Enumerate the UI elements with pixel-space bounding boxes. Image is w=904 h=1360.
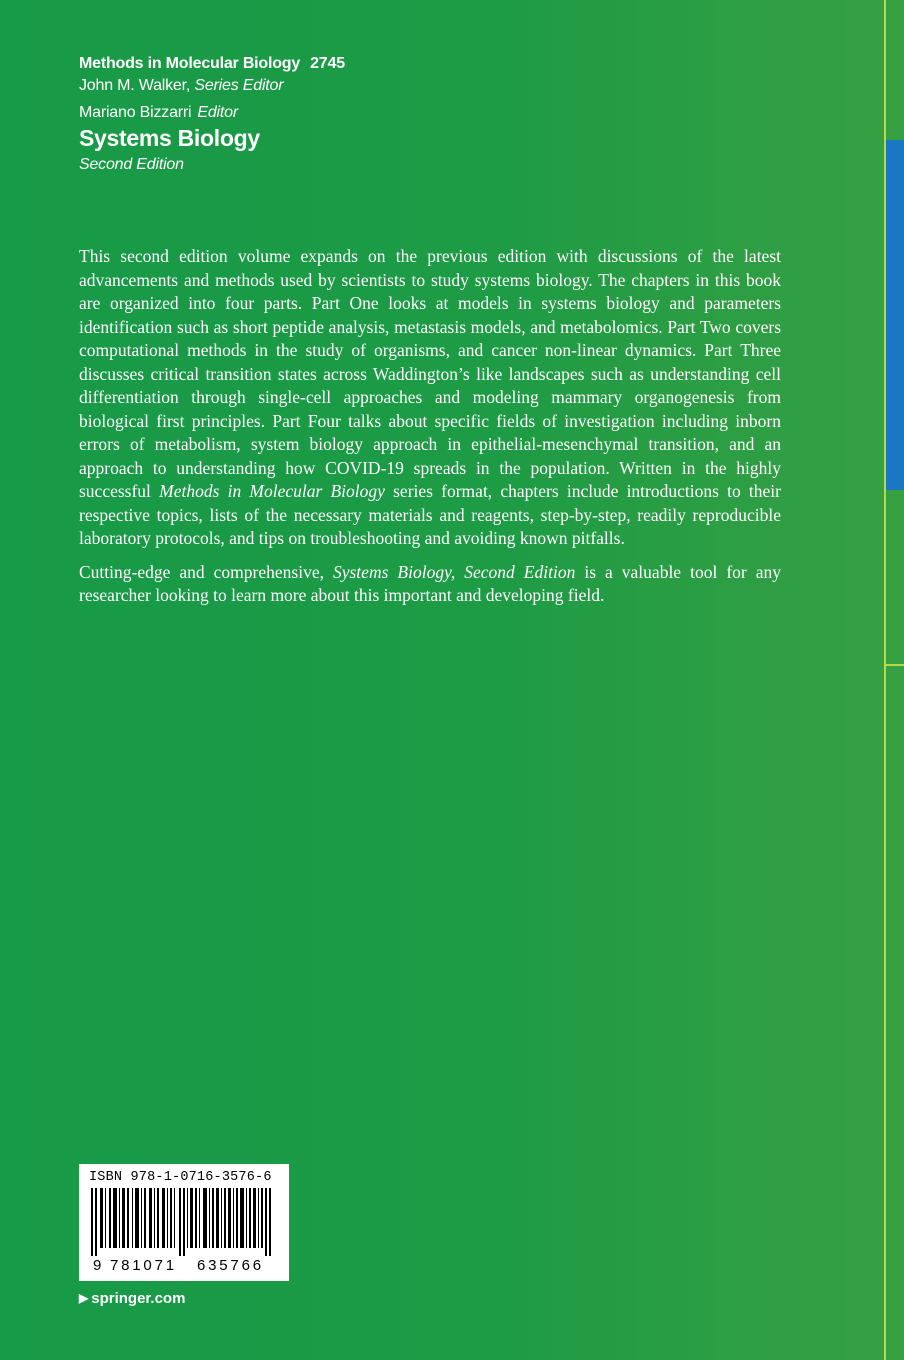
series-line (79, 55, 345, 73)
barcode-image (91, 1188, 277, 1256)
spine-tick-mark (886, 664, 904, 666)
barcode-digit-first: 9 (93, 1257, 102, 1274)
cover-header (79, 55, 345, 174)
back-cover-blurb (79, 245, 781, 618)
volume-editor-line (79, 104, 345, 122)
series-number: 2745 (310, 55, 345, 72)
spine-blue-band (886, 140, 904, 490)
barcode-digits-left: 781071 (110, 1257, 177, 1274)
series-editor-role: Series Editor (194, 77, 284, 94)
blurb-text: This second edition volume expands on the previous edition with discussions of the latest advancements and methods used by scientists to study systems biology. The chapters in this book are organized into four parts. Part One looks at models in systems biology and parameters identification such as short peptide analysis, metastasis models, and metabolomics. Part Two covers computational methods in the study of organisms, and cancer non-linear dynamics. Part Three discusses critical transition states across Waddington’s like landscapes such as understanding cell differentiation through single-cell approaches and modeling mammary organogenesis from biological first principles. Part Four talks about specific fields of investigation including inborn errors of metabolism, system biology approach in epithelial-mesenchymal transition, and an approach to understanding how COVID-19 spreads in the population. Written in the highly successful (79, 246, 781, 501)
publisher-link[interactable] (79, 1290, 185, 1307)
blurb-text: series format, chapters include introductions to their respective topics, lists of the necessary materials and reagents, step-by-step, readily reproducible laboratory protocols, and tips on troubleshooting and avoiding known pitfalls. (79, 481, 781, 548)
series-title: Methods in Molecular Biology (79, 55, 301, 72)
book-edition: Second Edition (79, 156, 184, 173)
series-editor-line (79, 77, 345, 95)
book-title-italic: Systems Biology, Second Edition (332, 561, 576, 582)
barcode-digits-right: 635766 (197, 1257, 264, 1274)
blurb-text: Cutting-edge and comprehensive, (79, 561, 333, 582)
series-title-italic: Methods in Molecular Biology (159, 481, 385, 501)
series-editor-name: John M. Walker, (79, 77, 191, 94)
isbn-barcode-box (79, 1164, 289, 1281)
blurb-text: is a valuable tool for any researcher looking to learn more about this important and developing field. (79, 561, 781, 605)
arrow-right-icon: ▶ (79, 1291, 89, 1305)
book-title: Systems Biology (79, 125, 260, 151)
blurb-paragraph-1 (79, 245, 781, 551)
isbn-label: ISBN 978-1-0716-3576-6 (89, 1170, 272, 1185)
volume-editor-name: Mariano Bizzarri (79, 104, 192, 121)
blurb-paragraph-2 (79, 561, 781, 608)
publisher-url: springer.com (91, 1290, 186, 1307)
volume-editor-role: Editor (197, 104, 238, 121)
